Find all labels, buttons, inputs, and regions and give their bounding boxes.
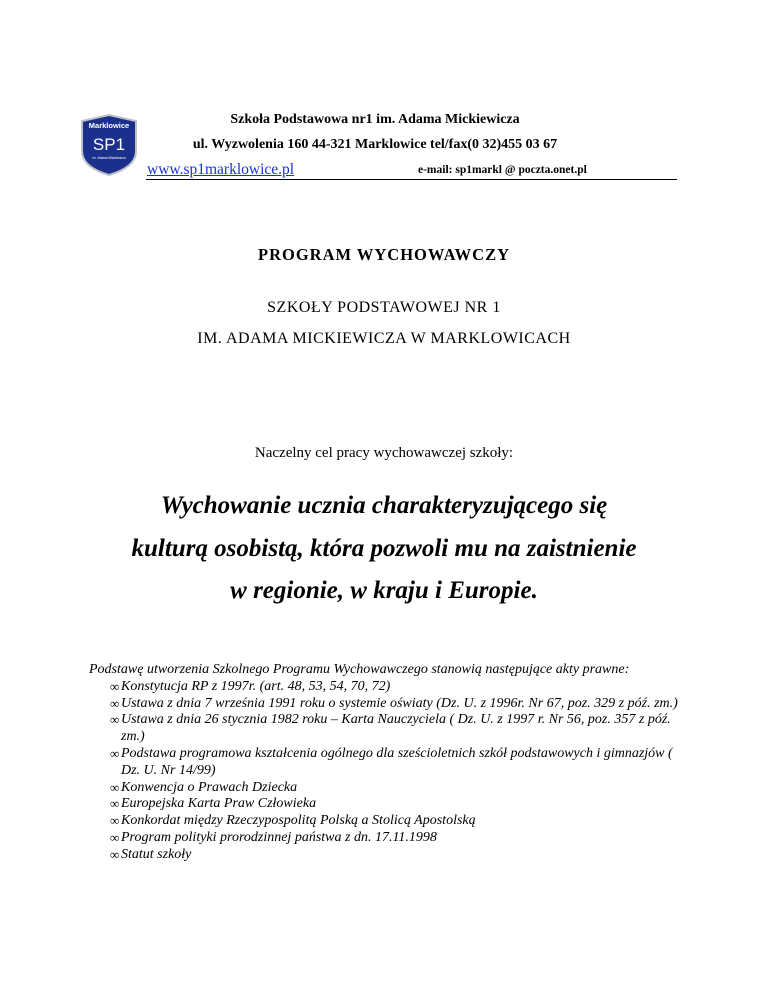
list-item: ∞ Program polityki prorodzinnej państwa z dn. 17.11.1998 — [110, 829, 437, 845]
list-item: ∞ Konkordat między Rzeczypospolitą Polską a Stolicą Apostolską — [110, 813, 476, 829]
program-subtitle-1: SZKOŁY PODSTAWOWEJ NR 1 — [267, 299, 501, 316]
list-item: ∞ Ustawa z dnia 7 września 1991 roku o systemie oświaty (Dz. U. z 1996r. Nr 67, poz. 329 z póź. zm.) — [110, 695, 678, 711]
email-address: e-mail: sp1markl @ poczta.onet.pl — [418, 164, 587, 176]
goal-lead: Naczelny cel pracy wychowawczej szkoły: — [254, 445, 514, 461]
header-divider — [146, 179, 677, 180]
infinity-bullet-icon: ∞ — [110, 745, 120, 761]
infinity-bullet-icon: ∞ — [110, 796, 120, 812]
list-item: ∞ Konstytucja RP z 1997r. (art. 48, 53, 54, 70, 72) — [110, 678, 391, 694]
infinity-bullet-icon: ∞ — [110, 695, 120, 711]
logo-main-text: SP1 — [92, 135, 126, 154]
infinity-bullet-icon: ∞ — [110, 846, 120, 862]
infinity-bullet-icon: ∞ — [110, 678, 120, 694]
school-address: ul. Wyzwolenia 160 44-321 Marklowice tel/fax(0 32)455 03 67 — [192, 137, 558, 152]
program-title: PROGRAM WYCHOWAWCZY — [258, 245, 510, 264]
logo-bottom-text: im. Adama Mickiewicza — [92, 156, 126, 160]
list-item: ∞ Podstawa programowa kształcenia ogólnego dla sześcioletnich szkół podstawowych i gimnazjów ( Dz. U. Nr 14/99) — [110, 745, 673, 778]
goal-motto-line-3: w regionie, w kraju i Europie. — [230, 577, 538, 604]
list-item: ∞ Statut szkoły — [110, 846, 192, 862]
website-link[interactable]: www.sp1marklowice.pl — [147, 161, 295, 178]
program-subtitle-2: IM. ADAMA MICKIEWICZA W MARKLOWICACH — [197, 330, 571, 347]
infinity-bullet-icon: ∞ — [110, 779, 120, 795]
list-item: ∞ Europejska Karta Praw Człowieka — [110, 796, 317, 812]
goal-motto-line-2: kulturą osobistą, która pozwoli mu na zaistnienie — [131, 535, 637, 562]
school-name: Szkoła Podstawowa nr1 im. Adama Mickiewicza — [230, 112, 520, 127]
infinity-bullet-icon: ∞ — [110, 829, 120, 845]
infinity-bullet-icon: ∞ — [110, 712, 120, 728]
legal-basis-intro: Podstawę utworzenia Szkolnego Programu Wychowawczego stanowią następujące akty prawne: — [89, 662, 630, 677]
list-item: ∞ Konwencja o Prawach Dziecka — [110, 779, 298, 795]
legal-basis-section — [89, 662, 689, 864]
list-item: ∞ Ustawa z dnia 26 stycznia 1982 roku – Karta Nauczyciela ( Dz. U. z 1997 r. Nr 56, poz. 357 z póź. zm.) — [110, 712, 671, 745]
logo-top-text: Marklowice — [88, 121, 130, 130]
legal-basis-list — [89, 679, 689, 864]
infinity-bullet-icon: ∞ — [110, 813, 120, 829]
goal-motto-line-1: Wychowanie ucznia charakteryzującego się — [160, 492, 608, 519]
